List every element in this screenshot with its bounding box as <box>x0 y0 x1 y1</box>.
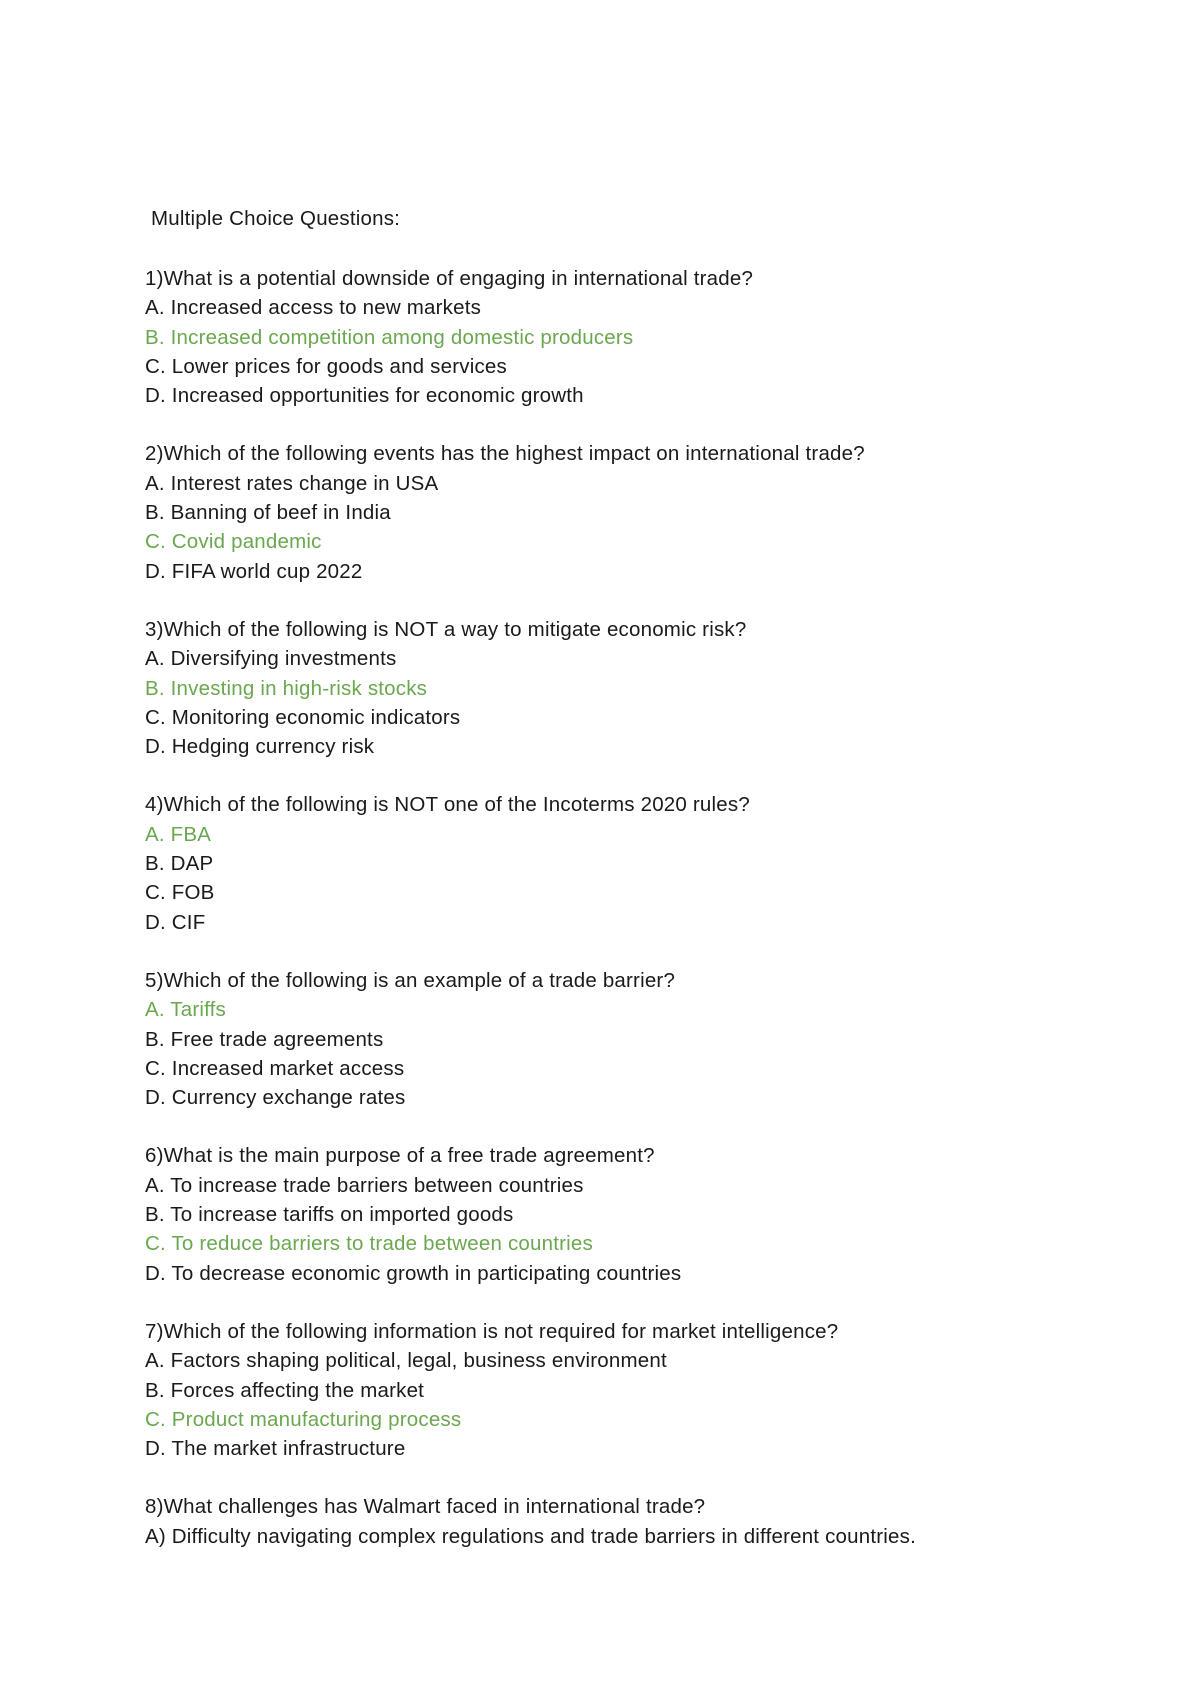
question-list <box>145 264 1145 1580</box>
answer-option: A. Factors shaping political, legal, business environment <box>145 1349 667 1373</box>
answer-option: C. Lower prices for goods and services <box>145 354 507 378</box>
question-text: 5)Which of the following is an example of a trade barrier? <box>145 968 676 992</box>
answer-option: A. Interest rates change in USA <box>145 471 439 495</box>
answer-option: C. FOB <box>145 881 215 905</box>
question-7 <box>145 1317 1145 1463</box>
question-text: 4)Which of the following is NOT one of the Incoterms 2020 rules? <box>145 793 750 817</box>
answer-option: A) Difficulty navigating complex regulations and trade barriers in different countries. <box>145 1524 916 1548</box>
question-text: 7)Which of the following information is not required for market intelligence? <box>145 1319 839 1343</box>
answer-option: A. To increase trade barriers between countries <box>145 1173 584 1197</box>
question-text: 1)What is a potential downside of engaging in international trade? <box>145 267 754 290</box>
correct-answer-option: A. Tariffs <box>145 998 226 1022</box>
question-5 <box>145 966 1145 1112</box>
question-text: 6)What is the main purpose of a free trade agreement? <box>145 1144 655 1168</box>
page-title: Multiple Choice Questions: <box>151 207 401 230</box>
correct-answer-option: C. Product manufacturing process <box>145 1407 462 1431</box>
question-text: 8)What challenges has Walmart faced in international trade? <box>145 1495 706 1519</box>
correct-answer-option: A. FBA <box>145 822 212 846</box>
answer-option: A. Increased access to new markets <box>145 296 482 320</box>
answer-option: B. To increase tariffs on imported goods <box>145 1203 514 1227</box>
question-2 <box>145 439 1145 585</box>
answer-option: D. The market infrastructure <box>145 1437 406 1461</box>
correct-answer-option: B. Increased competition among domestic producers <box>145 325 634 349</box>
answer-option: B. Forces affecting the market <box>145 1378 425 1402</box>
question-3 <box>145 615 1145 761</box>
answer-option: B. Banning of beef in India <box>145 501 391 525</box>
answer-option: B. DAP <box>145 852 214 876</box>
question-1 <box>145 264 1145 410</box>
answer-option: A. Diversifying investments <box>145 647 397 671</box>
answer-option: C. Increased market access <box>145 1056 405 1080</box>
answer-option: D. Currency exchange rates <box>145 1086 406 1110</box>
answer-option: D. To decrease economic growth in participating countries <box>145 1261 682 1285</box>
question-text: 3)Which of the following is NOT a way to mitigate economic risk? <box>145 617 747 641</box>
answer-option: D. CIF <box>145 910 206 934</box>
correct-answer-option: C. To reduce barriers to trade between countries <box>145 1232 593 1256</box>
answer-option: D. FIFA world cup 2022 <box>145 559 363 583</box>
question-text: 2)Which of the following events has the highest impact on international trade? <box>145 442 865 466</box>
correct-answer-option: B. Investing in high-risk stocks <box>145 676 428 700</box>
answer-option: C. Monitoring economic indicators <box>145 705 461 729</box>
question-6 <box>145 1141 1145 1287</box>
question-4 <box>145 790 1145 936</box>
answer-option: D. Hedging currency risk <box>145 735 375 759</box>
answer-option: D. Increased opportunities for economic growth <box>145 384 584 408</box>
answer-option: B. Free trade agreements <box>145 1027 384 1051</box>
question-8 <box>145 1492 1145 1551</box>
correct-answer-option: C. Covid pandemic <box>145 530 322 554</box>
